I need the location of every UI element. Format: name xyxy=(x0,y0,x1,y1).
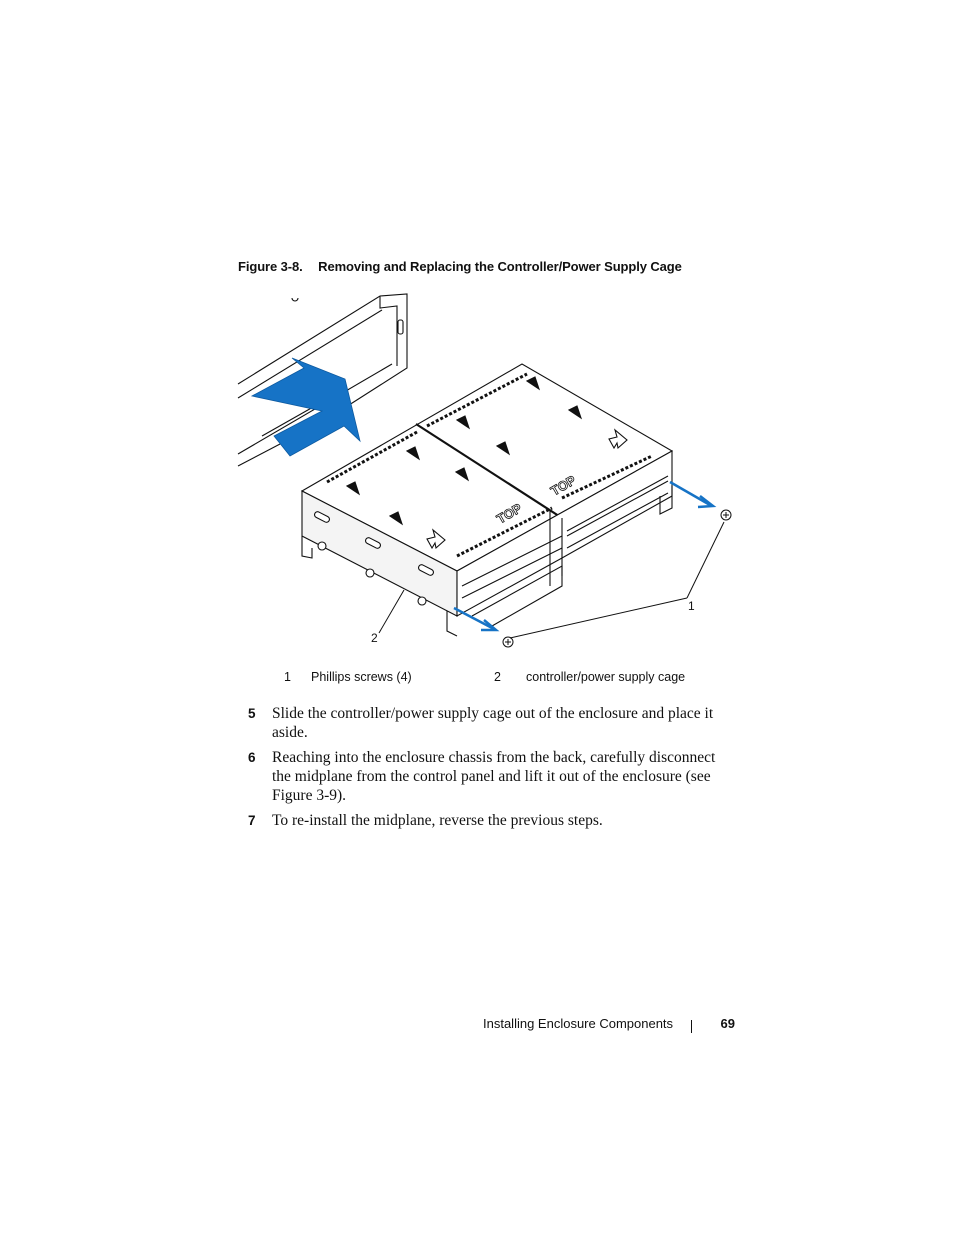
page-number: 69 xyxy=(720,1016,735,1031)
step-number: 5 xyxy=(248,706,256,721)
step-text: Reaching into the enclosure chassis from the back, carefully disconnect the midplane from the control panel and lift it out of the enclosure (see Figure 3-9). xyxy=(272,749,716,804)
page-footer xyxy=(483,1016,735,1036)
callout-1: 1 xyxy=(688,599,695,613)
step-number: 6 xyxy=(248,750,256,765)
procedure-steps xyxy=(248,704,734,836)
step-item xyxy=(248,704,734,742)
step-text: Slide the controller/power supply cage out of the enclosure and place it aside. xyxy=(272,705,714,741)
step-number: 7 xyxy=(248,813,256,828)
cage xyxy=(302,364,672,636)
footer-divider xyxy=(691,1020,692,1033)
legend-number: 1 xyxy=(284,670,291,684)
top-label: TOP xyxy=(548,472,579,499)
cage-removal-illustration xyxy=(232,286,732,658)
figure-title: Removing and Replacing the Controller/Power Supply Cage xyxy=(318,259,682,274)
legend-label: Phillips screws (4) xyxy=(311,670,412,684)
step-item xyxy=(248,748,734,805)
callout-2: 2 xyxy=(371,631,378,645)
figure-number: Figure 3-8. xyxy=(238,259,303,274)
step-item xyxy=(248,811,734,830)
illustration-svg xyxy=(232,286,732,658)
legend-number: 2 xyxy=(494,670,501,684)
legend-label: controller/power supply cage xyxy=(526,670,686,684)
step-text: To re-install the midplane, reverse the previous steps. xyxy=(272,812,603,829)
top-label: TOP xyxy=(494,500,525,527)
direction-arrow-icon xyxy=(252,358,360,456)
footer-section-title: Installing Enclosure Components xyxy=(483,1016,674,1031)
figure-caption xyxy=(238,259,682,274)
